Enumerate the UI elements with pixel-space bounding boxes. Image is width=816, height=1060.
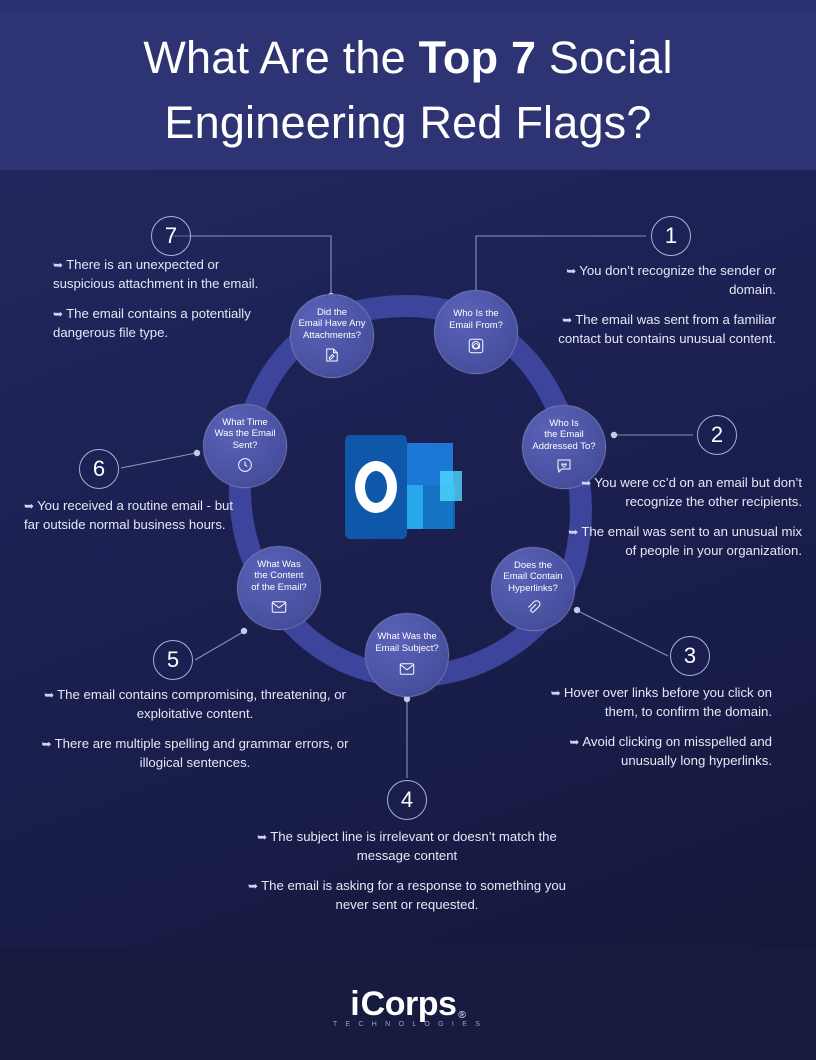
at-sign-icon bbox=[465, 336, 487, 356]
bullet-arrow-icon: ➥ bbox=[53, 307, 64, 322]
node-what-was-email-subject[interactable] bbox=[365, 613, 449, 697]
badge-6: 6 bbox=[79, 449, 119, 489]
node-what-time-was-email-sent[interactable] bbox=[203, 404, 287, 488]
header bbox=[0, 10, 816, 170]
logo-registered-mark: ® bbox=[458, 1010, 466, 1021]
bullet-arrow-icon: ➥ bbox=[44, 688, 55, 702]
title-part-2: Social bbox=[536, 31, 673, 83]
attachment-note-icon bbox=[321, 345, 343, 365]
bullet-arrow-icon: ➥ bbox=[24, 499, 35, 513]
node-label: What Was the Email Subject? bbox=[375, 631, 439, 654]
bullet-arrow-icon: ➥ bbox=[41, 737, 52, 752]
paperclip-link-icon bbox=[522, 598, 544, 618]
callout-2-item-1: You were cc’d on an email but don’t recognize the other recipients. bbox=[594, 475, 802, 509]
callout-4-item-2: The email is asking for a response to something you never sent or requested. bbox=[261, 878, 566, 913]
callout-7 bbox=[53, 256, 267, 343]
title-part-1: What Are the bbox=[143, 31, 419, 83]
callout-6-item-1: You received a routine email - but far outside normal business hours. bbox=[24, 498, 234, 532]
node-label: Did the Email Have Any Attachments? bbox=[298, 306, 366, 341]
callout-7-item-1: There is an unexpected or suspicious attachment in the email. bbox=[53, 257, 259, 291]
bullet-arrow-icon: ➥ bbox=[248, 879, 259, 894]
bullet-arrow-icon: ➥ bbox=[257, 830, 268, 844]
node-who-is-email-from[interactable] bbox=[434, 290, 518, 374]
node-did-email-have-attachments[interactable] bbox=[290, 294, 374, 378]
callout-3-item-2: Avoid clicking on misspelled and unusually long hyperlinks. bbox=[582, 734, 772, 769]
callout-1-item-1: You don’t recognize the sender or domain. bbox=[579, 263, 776, 297]
badge-7: 7 bbox=[151, 216, 191, 256]
node-label: Who Is the Email Addressed To? bbox=[532, 417, 596, 452]
badge-5: 5 bbox=[153, 640, 193, 680]
callout-1 bbox=[541, 262, 776, 349]
badge-1: 1 bbox=[651, 216, 691, 256]
bullet-arrow-icon: ➥ bbox=[569, 735, 580, 750]
footer bbox=[0, 948, 816, 1060]
logo-tagline: T E C H N O L O G I E S bbox=[332, 1021, 484, 1028]
node-what-was-content-of-email[interactable] bbox=[237, 546, 321, 630]
badge-2: 2 bbox=[697, 415, 737, 455]
callout-2-item-2: The email was sent to an unusual mix of people in your organization. bbox=[581, 524, 802, 559]
bullet-arrow-icon: ➥ bbox=[566, 264, 577, 278]
callout-2 bbox=[556, 474, 802, 561]
callout-3-item-1: Hover over links before you click on them, to confirm the domain. bbox=[563, 685, 772, 719]
callout-3 bbox=[524, 684, 772, 771]
bullet-arrow-icon: ➥ bbox=[550, 686, 561, 700]
envelope-icon bbox=[396, 659, 418, 679]
callout-1-item-2: The email was sent from a familiar contact but contains unusual content. bbox=[558, 312, 776, 347]
callout-4 bbox=[245, 828, 569, 915]
logo-i-mark: i bbox=[350, 985, 360, 1023]
callout-6 bbox=[24, 497, 238, 534]
callout-5-item-2: There are multiple spelling and grammar errors, or illogical sentences. bbox=[54, 736, 349, 771]
page-title bbox=[143, 25, 672, 156]
top-accent-bar bbox=[0, 0, 816, 10]
node-label: Does the Email Contain Hyperlinks? bbox=[503, 559, 563, 594]
bullet-arrow-icon: ➥ bbox=[581, 476, 592, 490]
callout-5 bbox=[40, 686, 350, 773]
icorps-logo bbox=[350, 987, 466, 1021]
callout-7-item-2: The email contains a potentially dangerous file type. bbox=[53, 306, 251, 341]
node-label: Who Is the Email From? bbox=[449, 308, 503, 331]
node-label: What Was the Content of the Email? bbox=[251, 558, 307, 593]
microsoft-outlook-logo bbox=[345, 435, 471, 539]
bullet-arrow-icon: ➥ bbox=[568, 525, 579, 540]
callout-5-item-1: The email contains compromising, threatening, or exploitative content. bbox=[57, 687, 346, 721]
logo-wordmark: Corps bbox=[360, 985, 457, 1023]
title-bold: Top 7 bbox=[418, 31, 537, 83]
title-line-2: Engineering Red Flags? bbox=[164, 97, 652, 148]
callout-4-item-1: The subject line is irrelevant or doesn’t match the message content bbox=[270, 829, 557, 863]
node-label: What Time Was the Email Sent? bbox=[214, 416, 276, 451]
bullet-arrow-icon: ➥ bbox=[562, 313, 573, 328]
badge-3: 3 bbox=[670, 636, 710, 676]
badge-4: 4 bbox=[387, 780, 427, 820]
clock-icon bbox=[234, 455, 256, 475]
envelope-icon bbox=[268, 597, 290, 617]
bullet-arrow-icon: ➥ bbox=[53, 258, 64, 272]
